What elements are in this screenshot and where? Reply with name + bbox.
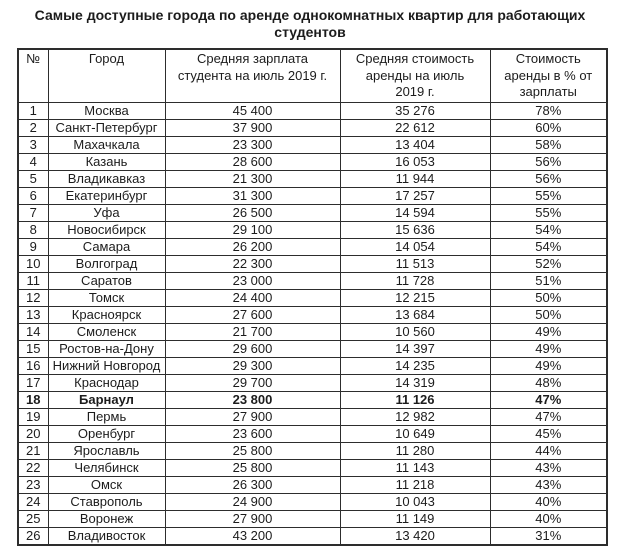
cell-percent: 54% — [490, 239, 607, 256]
cell-salary: 26 300 — [165, 477, 340, 494]
cell-city: Саратов — [48, 273, 165, 290]
cell-percent: 60% — [490, 120, 607, 137]
cell-rent: 13 420 — [340, 528, 490, 546]
table-row — [18, 392, 607, 409]
cell-percent: 40% — [490, 494, 607, 511]
cell-num: 6 — [18, 188, 48, 205]
cell-num: 5 — [18, 171, 48, 188]
page-title-line-1: Самые доступные города по аренде однокомнатных квартир для работающих — [34, 7, 586, 23]
table-row — [18, 239, 607, 256]
cell-salary: 26 500 — [165, 205, 340, 222]
cell-rent: 14 054 — [340, 239, 490, 256]
cell-city: Казань — [48, 154, 165, 171]
cell-num: 17 — [18, 375, 48, 392]
cell-rent: 13 684 — [340, 307, 490, 324]
cell-salary: 25 800 — [165, 460, 340, 477]
cell-rent: 10 649 — [340, 426, 490, 443]
cell-percent: 43% — [490, 477, 607, 494]
cell-rent: 10 043 — [340, 494, 490, 511]
cell-percent: 45% — [490, 426, 607, 443]
table-row — [18, 222, 607, 239]
cell-salary: 28 600 — [165, 154, 340, 171]
cell-num: 22 — [18, 460, 48, 477]
cell-salary: 23 600 — [165, 426, 340, 443]
table-row — [18, 375, 607, 392]
cell-salary: 23 300 — [165, 137, 340, 154]
cell-rent: 11 280 — [340, 443, 490, 460]
cell-num: 20 — [18, 426, 48, 443]
col-header-percent: Стоимость аренды в % от зарплаты — [490, 49, 607, 103]
cell-percent: 43% — [490, 460, 607, 477]
cell-num: 11 — [18, 273, 48, 290]
table-row — [18, 154, 607, 171]
cell-salary: 43 200 — [165, 528, 340, 546]
cell-salary: 26 200 — [165, 239, 340, 256]
cell-rent: 35 276 — [340, 103, 490, 120]
table-row — [18, 290, 607, 307]
cell-percent: 31% — [490, 528, 607, 546]
table-body — [18, 103, 607, 546]
cell-rent: 11 944 — [340, 171, 490, 188]
table-row — [18, 307, 607, 324]
table-row — [18, 137, 607, 154]
cell-rent: 10 560 — [340, 324, 490, 341]
cell-num: 13 — [18, 307, 48, 324]
cell-num: 24 — [18, 494, 48, 511]
table-row — [18, 188, 607, 205]
cell-percent: 48% — [490, 375, 607, 392]
cell-city: Уфа — [48, 205, 165, 222]
cell-city: Екатеринбург — [48, 188, 165, 205]
cell-rent: 15 636 — [340, 222, 490, 239]
table-row — [18, 494, 607, 511]
cell-city: Москва — [48, 103, 165, 120]
table-row — [18, 358, 607, 375]
cell-salary: 22 300 — [165, 256, 340, 273]
rent-table — [17, 48, 608, 546]
page-title-line-2: студентов — [274, 24, 346, 40]
cell-percent: 44% — [490, 443, 607, 460]
table-row — [18, 528, 607, 546]
cell-rent: 16 053 — [340, 154, 490, 171]
cell-salary: 24 400 — [165, 290, 340, 307]
cell-rent: 14 319 — [340, 375, 490, 392]
cell-percent: 56% — [490, 171, 607, 188]
cell-percent: 78% — [490, 103, 607, 120]
cell-rent: 13 404 — [340, 137, 490, 154]
page-title — [0, 0, 620, 41]
cell-rent: 11 126 — [340, 392, 490, 409]
cell-num: 26 — [18, 528, 48, 546]
cell-percent: 47% — [490, 392, 607, 409]
cell-salary: 23 800 — [165, 392, 340, 409]
cell-city: Ставрополь — [48, 494, 165, 511]
cell-city: Красноярск — [48, 307, 165, 324]
cell-percent: 47% — [490, 409, 607, 426]
cell-percent: 50% — [490, 307, 607, 324]
col-header-number: № — [18, 49, 48, 103]
cell-num: 21 — [18, 443, 48, 460]
cell-city: Махачкала — [48, 137, 165, 154]
cell-rent: 11 513 — [340, 256, 490, 273]
cell-city: Новосибирск — [48, 222, 165, 239]
cell-salary: 31 300 — [165, 188, 340, 205]
table-row — [18, 120, 607, 137]
cell-city: Владивосток — [48, 528, 165, 546]
cell-city: Самара — [48, 239, 165, 256]
cell-rent: 22 612 — [340, 120, 490, 137]
cell-salary: 29 700 — [165, 375, 340, 392]
cell-salary: 21 300 — [165, 171, 340, 188]
cell-city: Пермь — [48, 409, 165, 426]
table-row — [18, 460, 607, 477]
cell-rent: 14 235 — [340, 358, 490, 375]
cell-salary: 29 100 — [165, 222, 340, 239]
cell-num: 25 — [18, 511, 48, 528]
table-row — [18, 409, 607, 426]
cell-percent: 56% — [490, 154, 607, 171]
cell-city: Барнаул — [48, 392, 165, 409]
cell-city: Санкт-Петербург — [48, 120, 165, 137]
cell-city: Владикавказ — [48, 171, 165, 188]
cell-percent: 40% — [490, 511, 607, 528]
cell-city: Ростов-на-Дону — [48, 341, 165, 358]
cell-city: Томск — [48, 290, 165, 307]
col-header-rent: Средняя стоимость аренды на июль 2019 г. — [340, 49, 490, 103]
table-row — [18, 477, 607, 494]
cell-num: 18 — [18, 392, 48, 409]
cell-city: Ярославль — [48, 443, 165, 460]
table-row — [18, 324, 607, 341]
col-header-salary: Средняя зарплата студента на июль 2019 г. — [165, 49, 340, 103]
cell-salary: 29 600 — [165, 341, 340, 358]
cell-percent: 52% — [490, 256, 607, 273]
cell-salary: 23 000 — [165, 273, 340, 290]
table-row — [18, 171, 607, 188]
cell-city: Волгоград — [48, 256, 165, 273]
cell-percent: 49% — [490, 341, 607, 358]
cell-num: 14 — [18, 324, 48, 341]
cell-num: 23 — [18, 477, 48, 494]
cell-num: 2 — [18, 120, 48, 137]
cell-rent: 11 728 — [340, 273, 490, 290]
cell-num: 8 — [18, 222, 48, 239]
cell-num: 1 — [18, 103, 48, 120]
cell-num: 12 — [18, 290, 48, 307]
cell-num: 19 — [18, 409, 48, 426]
table-row — [18, 443, 607, 460]
cell-num: 9 — [18, 239, 48, 256]
cell-rent: 12 215 — [340, 290, 490, 307]
table-row — [18, 205, 607, 222]
cell-city: Омск — [48, 477, 165, 494]
cell-rent: 11 143 — [340, 460, 490, 477]
cell-percent: 58% — [490, 137, 607, 154]
cell-percent: 51% — [490, 273, 607, 290]
cell-salary: 27 600 — [165, 307, 340, 324]
cell-rent: 14 397 — [340, 341, 490, 358]
cell-salary: 24 900 — [165, 494, 340, 511]
table-row — [18, 341, 607, 358]
table-row — [18, 273, 607, 290]
cell-num: 7 — [18, 205, 48, 222]
cell-salary: 27 900 — [165, 409, 340, 426]
cell-salary: 29 300 — [165, 358, 340, 375]
cell-percent: 50% — [490, 290, 607, 307]
cell-percent: 54% — [490, 222, 607, 239]
cell-rent: 12 982 — [340, 409, 490, 426]
cell-city: Воронеж — [48, 511, 165, 528]
cell-percent: 55% — [490, 205, 607, 222]
cell-city: Нижний Новгород — [48, 358, 165, 375]
cell-num: 10 — [18, 256, 48, 273]
cell-num: 4 — [18, 154, 48, 171]
table-row — [18, 511, 607, 528]
cell-salary: 21 700 — [165, 324, 340, 341]
table-row — [18, 103, 607, 120]
cell-num: 16 — [18, 358, 48, 375]
cell-num: 3 — [18, 137, 48, 154]
cell-salary: 25 800 — [165, 443, 340, 460]
cell-salary: 27 900 — [165, 511, 340, 528]
cell-salary: 45 400 — [165, 103, 340, 120]
table-row — [18, 426, 607, 443]
cell-rent: 11 149 — [340, 511, 490, 528]
cell-rent: 11 218 — [340, 477, 490, 494]
cell-salary: 37 900 — [165, 120, 340, 137]
cell-percent: 49% — [490, 358, 607, 375]
cell-city: Оренбург — [48, 426, 165, 443]
cell-city: Смоленск — [48, 324, 165, 341]
table-row — [18, 256, 607, 273]
cell-percent: 55% — [490, 188, 607, 205]
cell-num: 15 — [18, 341, 48, 358]
table-header-row — [18, 49, 607, 103]
col-header-city: Город — [48, 49, 165, 103]
cell-rent: 17 257 — [340, 188, 490, 205]
cell-percent: 49% — [490, 324, 607, 341]
cell-city: Краснодар — [48, 375, 165, 392]
cell-rent: 14 594 — [340, 205, 490, 222]
cell-city: Челябинск — [48, 460, 165, 477]
